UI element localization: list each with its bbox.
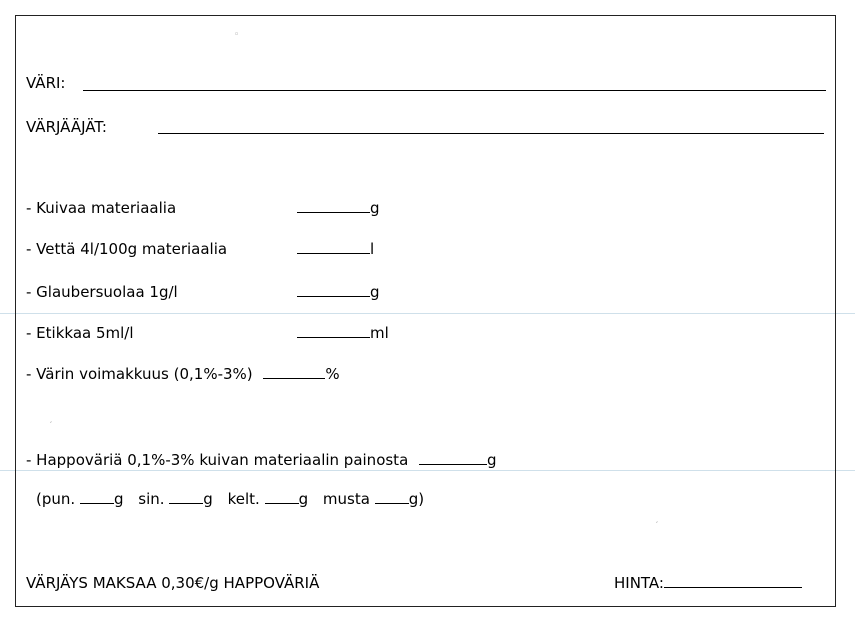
blue-field[interactable] <box>169 489 203 504</box>
color-row <box>26 73 65 93</box>
item-vinegar <box>26 323 134 343</box>
red-field[interactable] <box>80 489 114 504</box>
color-field[interactable] <box>83 90 826 91</box>
item-glauber-salt-entry <box>297 282 380 302</box>
water-field[interactable] <box>297 239 370 254</box>
acid-dye-label: - Happoväriä 0,1%-3% kuivan materiaalin painosta <box>26 451 409 469</box>
acid-dye-field[interactable] <box>419 450 487 465</box>
dye-order-form <box>15 15 836 607</box>
acid-dye-row <box>26 450 497 470</box>
item-color-strength <box>26 364 340 384</box>
dry-material-field[interactable] <box>297 198 370 213</box>
item-label: - Kuivaa materiaalia <box>26 199 177 217</box>
color-label: VÄRI: <box>26 74 66 92</box>
breakdown-sin: sin. <box>138 490 165 508</box>
unit-label: g <box>298 490 309 508</box>
scan-speck: ′ <box>50 421 53 431</box>
unit-label: l <box>370 240 375 258</box>
breakdown-kelt: kelt. <box>227 490 260 508</box>
breakdown-musta: musta <box>322 490 370 508</box>
yellow-field[interactable] <box>265 489 299 504</box>
price-label: HINTA: <box>614 574 664 592</box>
price-note-row <box>26 573 319 593</box>
unit-label: g <box>370 283 380 301</box>
unit-label: g <box>113 490 124 508</box>
item-vinegar-entry <box>297 323 389 343</box>
unit-label: g <box>203 490 213 508</box>
dyes-field[interactable] <box>158 133 824 134</box>
item-label: - Värin voimakkuus (0,1%-3%) <box>26 365 253 383</box>
breakdown-close: g) <box>408 490 425 508</box>
price-note: VÄRJÄYS MAKSAA 0,30€/g HAPPOVÄRIÄ <box>26 574 320 592</box>
item-label: - Vettä 4l/100g materiaalia <box>26 240 228 258</box>
unit-label: ml <box>370 324 389 342</box>
unit-label: g <box>370 199 380 217</box>
breakdown-open: (pun. <box>36 490 76 508</box>
item-label: - Glaubersuolaa 1g/l <box>26 283 178 301</box>
color-strength-field[interactable] <box>263 364 325 379</box>
unit-label: % <box>325 365 340 383</box>
item-dry-material <box>26 198 176 218</box>
glauber-salt-field[interactable] <box>297 282 370 297</box>
scan-speck: ◦ <box>234 30 240 40</box>
acid-dye-breakdown <box>36 489 424 509</box>
item-label: - Etikkaa 5ml/l <box>26 324 134 342</box>
dyes-row <box>26 117 107 137</box>
dyes-label: VÄRJÄÄJÄT: <box>26 118 107 136</box>
item-dry-material-entry <box>297 198 380 218</box>
scan-speck: ′ <box>656 521 659 531</box>
black-field[interactable] <box>375 489 409 504</box>
item-water <box>26 239 227 259</box>
item-water-entry <box>297 239 374 259</box>
unit-label: g <box>487 451 497 469</box>
price-row <box>614 573 802 593</box>
item-glauber-salt <box>26 282 178 302</box>
vinegar-field[interactable] <box>297 323 370 338</box>
price-field[interactable] <box>664 573 802 588</box>
